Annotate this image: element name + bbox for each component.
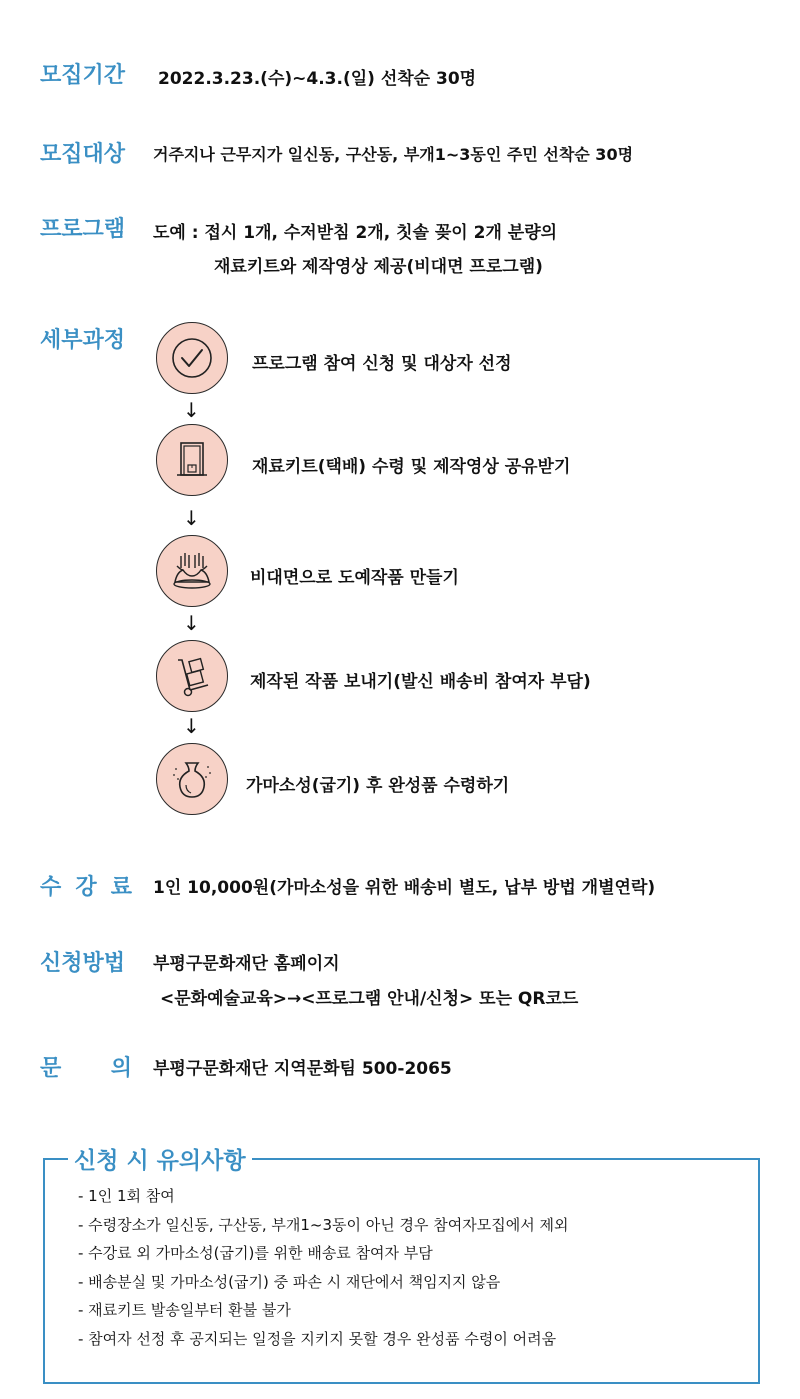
- step-text-2: 재료키트(택배) 수령 및 제작영상 공유받기: [252, 457, 571, 477]
- apply-line2: <문화예술교육>→<프로그램 안내/신청> 또는 QR코드: [160, 989, 579, 1009]
- program-label: 프로그램: [40, 217, 126, 242]
- apply-line1: 부평구문화재단 홈페이지: [153, 954, 340, 974]
- program-line1: 도예 : 접시 1개, 수저받침 2개, 칫솔 꽂이 2개 분량의: [153, 223, 558, 243]
- arrow-down-icon: ↓: [183, 611, 200, 635]
- program-line2: 재료키트와 제작영상 제공(비대면 프로그램): [214, 257, 543, 277]
- step-text-5: 가마소성(굽기) 후 완성품 수령하기: [246, 776, 510, 796]
- apply-label: 신청방법: [40, 951, 126, 976]
- notice-item: - 수강료 외 가마소성(굽기)를 위한 배송료 참여자 부담: [78, 1244, 433, 1262]
- hand-truck-icon: [168, 652, 216, 700]
- notice-item: - 재료키트 발송일부터 환불 불가: [78, 1301, 291, 1319]
- step-text-1: 프로그램 참여 신청 및 대상자 선정: [252, 354, 512, 374]
- notice-title: 신청 시 유의사항: [68, 1142, 252, 1175]
- step-circle-4: [156, 640, 228, 712]
- inquiry-label-char: 문: [40, 1056, 62, 1081]
- arrow-down-icon: ↓: [183, 506, 200, 530]
- door-package-icon: [169, 437, 215, 483]
- fee-label-char: 수: [40, 875, 62, 900]
- step-circle-2: [156, 424, 228, 496]
- notice-item: - 참여자 선정 후 공지되는 일정을 지키지 못할 경우 완성품 수령이 어려움: [78, 1329, 557, 1348]
- checkmark-icon: [169, 335, 215, 381]
- fee-label-char: 강: [75, 875, 97, 900]
- vase-icon: [168, 755, 216, 803]
- step-circle-5: [156, 743, 228, 815]
- recruit-period-label: 모집기간: [40, 63, 126, 88]
- arrow-down-icon: ↓: [183, 398, 200, 422]
- notice-item: - 수령장소가 일신동, 구산동, 부개1~3동이 아닌 경우 참여자모집에서 제외: [78, 1215, 569, 1234]
- step-circle-1: [156, 322, 228, 394]
- inquiry-label-char: 의: [110, 1056, 132, 1081]
- fee-label-char: 료: [110, 875, 132, 900]
- target-value: 거주지나 근무지가 일신동, 구산동, 부개1~3동인 주민 선착순 30명: [153, 145, 634, 164]
- step-circle-3: [156, 535, 228, 607]
- target-label: 모집대상: [40, 142, 126, 167]
- notice-item: - 1인 1회 참여: [78, 1187, 175, 1205]
- notice-item: - 배송분실 및 가마소성(굽기) 중 파손 시 재단에서 책임지지 않음: [78, 1272, 501, 1291]
- inquiry-label: [40, 1051, 132, 1082]
- recruit-period-value: 2022.3.23.(수)~4.3.(일) 선착순 30명: [158, 69, 477, 89]
- hands-clay-icon: [167, 546, 217, 596]
- step-text-4: 제작된 작품 보내기(발신 배송비 참여자 부담): [250, 672, 591, 692]
- fee-value: 1인 10,000원(가마소성을 위한 배송비 별도, 납부 방법 개별연락): [153, 878, 656, 898]
- inquiry-value: 부평구문화재단 지역문화팀 500-2065: [153, 1059, 452, 1079]
- fee-label: [40, 870, 132, 901]
- process-label: 세부과정: [40, 328, 126, 353]
- arrow-down-icon: ↓: [183, 714, 200, 738]
- notice-list: [78, 1182, 568, 1353]
- step-text-3: 비대면으로 도예작품 만들기: [250, 568, 459, 588]
